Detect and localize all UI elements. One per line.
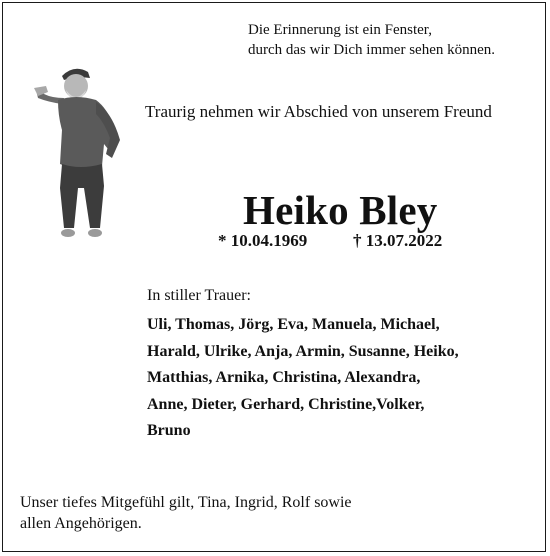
condolence-line-2: allen Angehörigen. [20, 515, 142, 532]
mourners-line: Matthias, Arnika, Christina, Alexandra, [147, 369, 421, 386]
mourners-list [147, 312, 459, 445]
mourners-label: In stiller Trauer: [147, 287, 251, 304]
mourners-line: Harald, Ulrike, Anja, Armin, Susanne, Heiko, [147, 342, 459, 360]
mourners-line: Uli, Thomas, Jörg, Eva, Manuela, Michael, [147, 316, 440, 333]
pointing-hand-shape [34, 86, 48, 96]
mourners-line: Anne, Dieter, Gerhard, Christine,Volker, [147, 395, 425, 413]
condolence-text [20, 492, 352, 534]
jeans-shape [60, 164, 104, 228]
left-shoe-shape [61, 229, 75, 237]
deceased-name: Heiko Bley [243, 187, 438, 233]
condolence-line-1: Unser tiefes Mitgefühl gilt, Tina, Ingrid, Rolf sowie [20, 494, 352, 511]
intro-text: Traurig nehmen wir Abschied von unserem Freund [145, 102, 492, 121]
portrait-photo [28, 58, 128, 246]
death-date: † 13.07.2022 [353, 231, 443, 250]
mourners-line: Bruno [147, 422, 191, 439]
quote-line-1: Die Erinnerung ist ein Fenster, [248, 22, 432, 38]
right-shoe-shape [88, 229, 102, 237]
memorial-quote [248, 20, 495, 60]
birth-date: * 10.04.1969 [218, 231, 308, 250]
head-shape [64, 74, 88, 98]
quote-line-2: durch das wir Dich immer sehen können. [248, 42, 496, 58]
